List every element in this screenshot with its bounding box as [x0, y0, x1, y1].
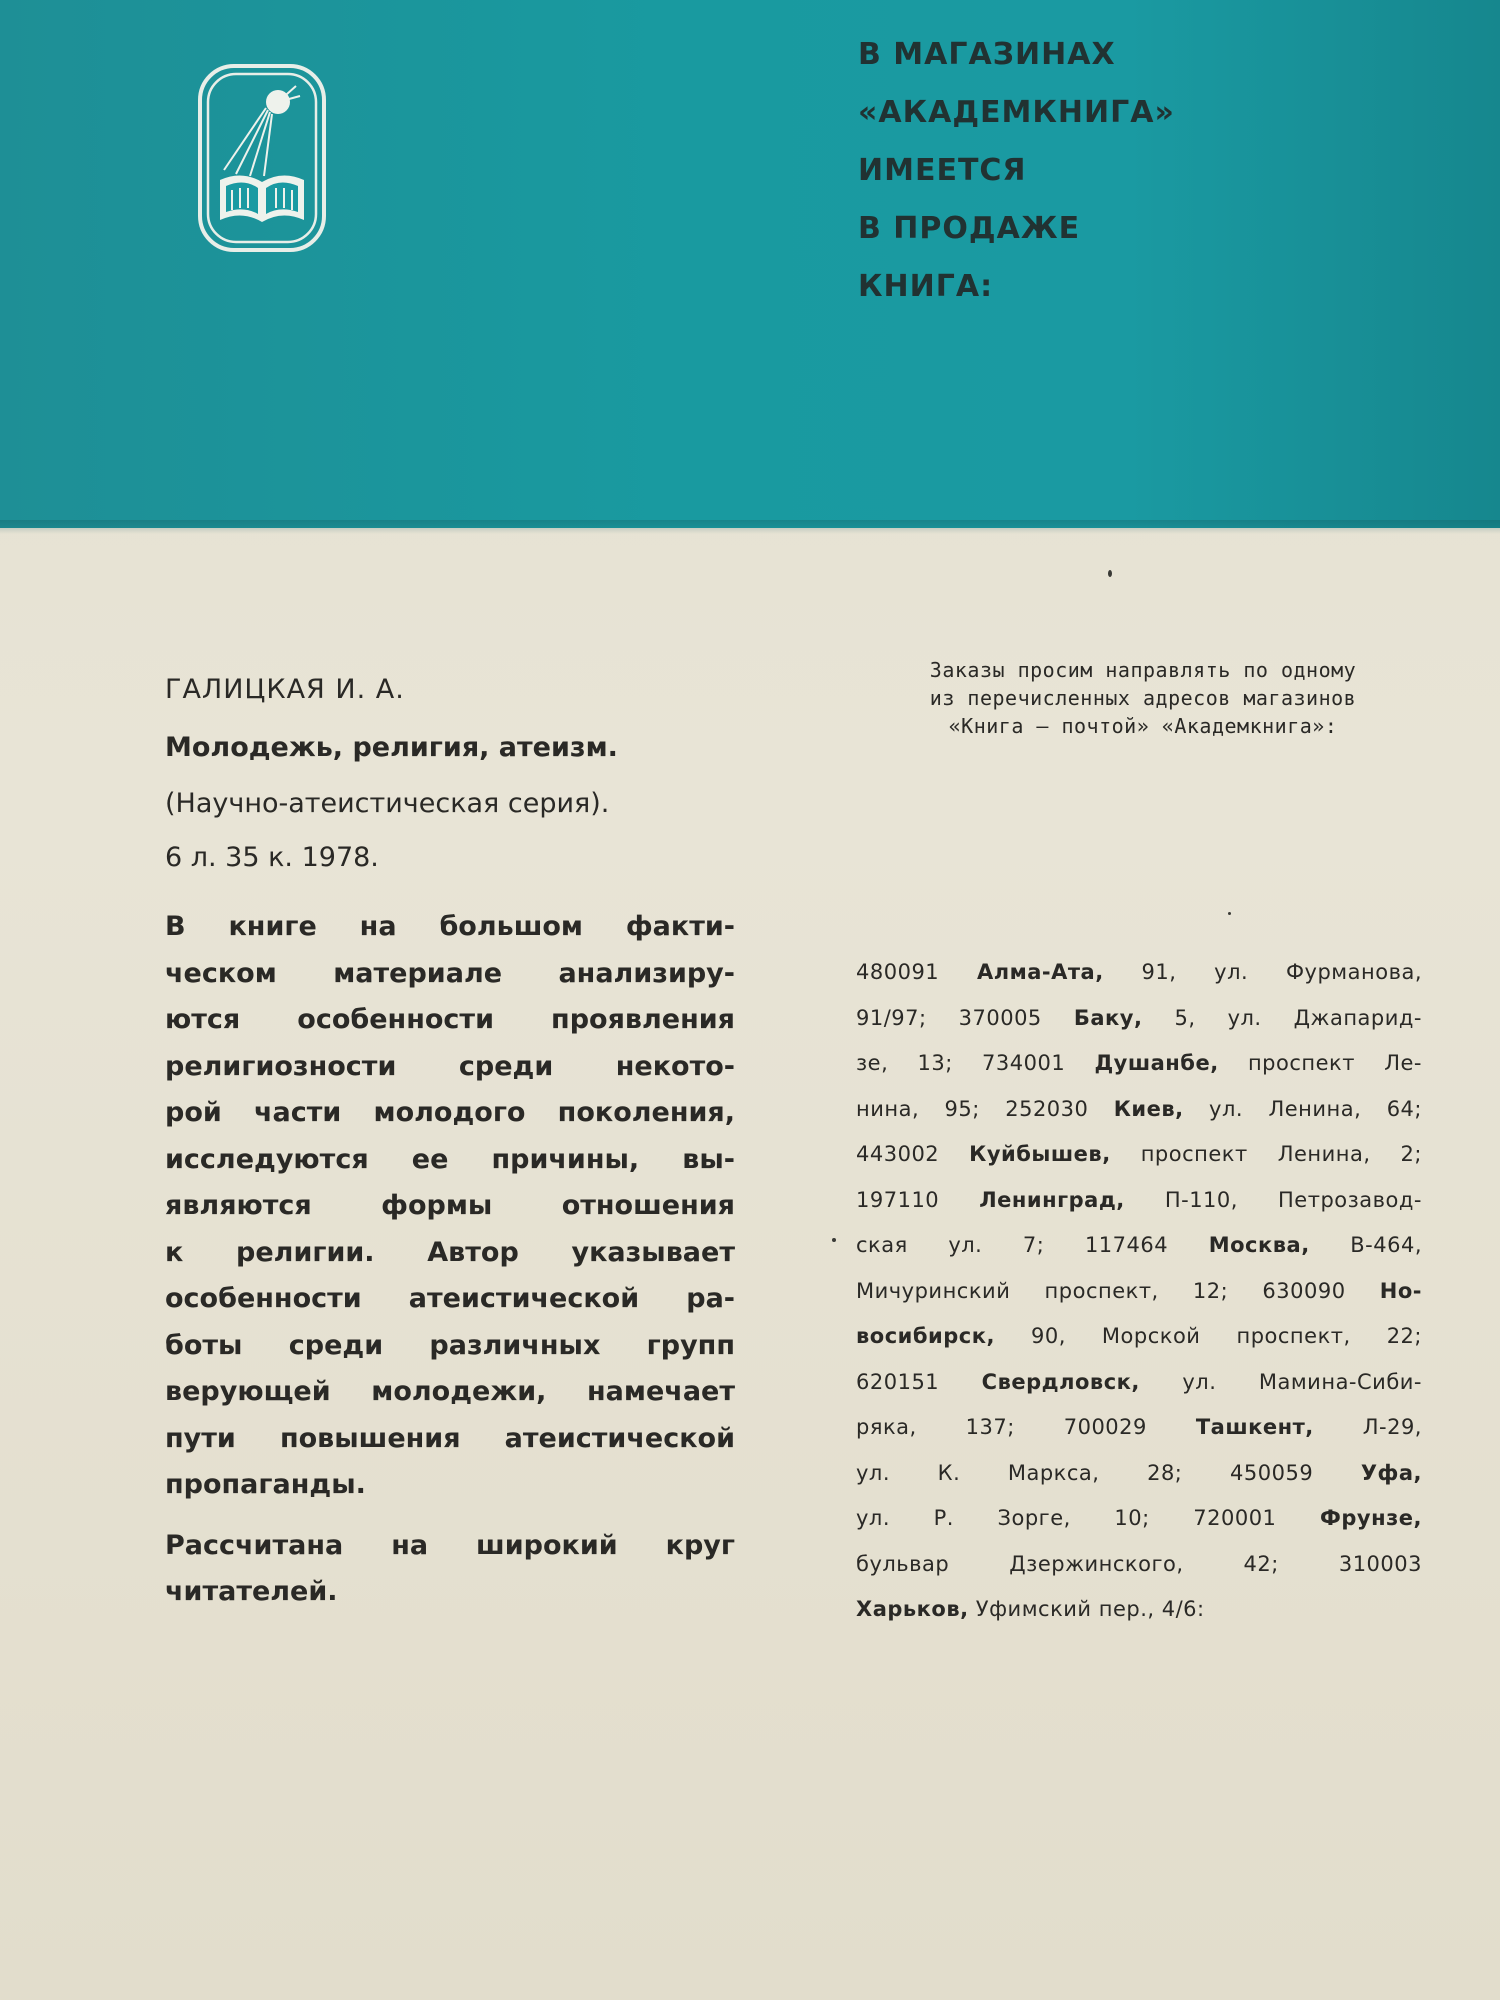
address-line	[856, 1178, 1422, 1224]
address-line	[856, 1269, 1422, 1315]
book-annotation	[165, 904, 735, 1509]
top-banner	[0, 0, 1500, 528]
address-text: проспект Ле-	[1218, 1051, 1422, 1075]
heading-line: КНИГА:	[858, 269, 994, 304]
heading-line: В ПРОДАЖЕ	[858, 211, 1081, 246]
book-sputnik-emblem-icon	[196, 62, 328, 254]
print-speck	[832, 1238, 836, 1242]
address-text: 620151	[856, 1369, 982, 1394]
address-line	[856, 1041, 1422, 1087]
heading-line: В МАГАЗИНАХ	[858, 37, 1116, 72]
city-name: Куйбышев,	[969, 1142, 1111, 1166]
city-name: Фрунзе,	[1320, 1506, 1422, 1530]
store-addresses	[856, 950, 1422, 1633]
annotation-line: верующей молодежи, намечает	[165, 1376, 735, 1407]
heading-line: «АКАДЕМКНИГА»	[858, 95, 1175, 130]
orders-section	[856, 656, 1430, 740]
book-series: (Научно-атеистическая серия).	[165, 788, 610, 819]
address-text: 443002	[856, 1142, 970, 1166]
address-text: 90, Морской проспект, 22;	[994, 1324, 1422, 1348]
city-name: восибирск,	[856, 1324, 995, 1348]
address-text: бульвар Дзержинского, 42; 310003	[856, 1551, 1422, 1576]
city-name: Алма-Ата,	[976, 960, 1104, 984]
address-line	[856, 1587, 1422, 1633]
readers-line: читателей.	[165, 1575, 338, 1607]
book-price: 6 л. 35 к. 1978.	[165, 842, 379, 873]
address-text: Мичуринский проспект, 12; 630090	[856, 1278, 1380, 1303]
orders-intro-line: из перечисленных адресов магазинов	[929, 686, 1357, 710]
address-text: Уфимский пер., 4/6:	[968, 1597, 1205, 1621]
city-name: Но-	[1379, 1278, 1422, 1303]
annotation-line: ческом материале анализиру-	[165, 957, 735, 989]
annotation-line: боты среди различных групп	[165, 1329, 735, 1361]
banner-edge	[0, 520, 1500, 534]
stores-heading	[858, 26, 1418, 316]
city-name: Свердловск,	[981, 1369, 1140, 1394]
orders-intro-line: Заказы просим направлять по одному	[929, 658, 1357, 682]
address-line	[856, 1087, 1422, 1133]
address-line	[856, 1496, 1422, 1542]
address-line	[856, 1360, 1422, 1406]
city-name: Уфа,	[1360, 1460, 1422, 1485]
address-text: П-110, Петрозавод-	[1124, 1187, 1422, 1212]
city-name: Москва,	[1208, 1233, 1310, 1257]
annotation-line: к религии. Автор указывает	[165, 1236, 735, 1268]
address-text: проспект Ленина, 2;	[1110, 1142, 1422, 1166]
readers-line: Рассчитана на широкий круг	[165, 1529, 735, 1561]
address-text: Л-29,	[1313, 1415, 1422, 1439]
city-name: Ленинград,	[979, 1187, 1125, 1212]
annotation-line: особенности атеистической ра-	[165, 1283, 735, 1314]
annotation-line: исследуются ее причины, вы-	[165, 1143, 735, 1175]
address-text: 197110	[856, 1187, 980, 1212]
address-line	[856, 1542, 1422, 1588]
address-text: 5, ул. Джапарид-	[1142, 1005, 1422, 1030]
book-description	[165, 670, 735, 1615]
address-line	[856, 1314, 1422, 1360]
address-text: ская ул. 7; 117464	[856, 1233, 1209, 1257]
orders-intro	[856, 656, 1430, 740]
address-text: ул. Р. Зорге, 10; 720001	[856, 1506, 1321, 1530]
city-name: Баку,	[1073, 1005, 1143, 1030]
address-text: ул. Ленина, 64;	[1183, 1096, 1422, 1121]
city-name: Душанбе,	[1094, 1051, 1219, 1075]
heading-line: ИМЕЕТСЯ	[858, 153, 1027, 188]
address-text: 480091	[856, 960, 977, 984]
address-text: В-464,	[1309, 1233, 1422, 1257]
address-text: 91, ул. Фурманова,	[1103, 960, 1423, 984]
address-text: ул. Мамина-Сиби-	[1139, 1369, 1422, 1394]
address-line	[856, 1223, 1422, 1269]
annotation-line: религиозности среди некото-	[165, 1050, 735, 1082]
address-text: нина, 95; 252030	[856, 1096, 1114, 1121]
annotation-line: В книге на большом факти-	[165, 911, 735, 942]
print-speck	[1228, 912, 1231, 915]
address-line	[856, 996, 1422, 1042]
book-title: Молодежь, религия, атеизм.	[165, 732, 618, 763]
address-line	[856, 950, 1422, 996]
address-line	[856, 1132, 1422, 1178]
address-text: 91/97; 370005	[856, 1005, 1074, 1030]
city-name: Ташкент,	[1195, 1415, 1314, 1439]
annotation-line: рой части молодого поколения,	[165, 1097, 735, 1128]
book-author: ГАЛИЦКАЯ И. А.	[165, 674, 405, 705]
address-text: ряка, 137; 700029	[856, 1415, 1196, 1439]
print-speck	[1108, 570, 1112, 577]
city-name: Киев,	[1113, 1096, 1184, 1121]
orders-intro-line: «Книга — почтой» «Академкнига»:	[948, 714, 1338, 738]
address-line	[856, 1451, 1422, 1497]
address-line	[856, 1405, 1422, 1451]
annotation-line: пути повышения атеистической	[165, 1422, 735, 1454]
address-text: зе, 13; 734001	[856, 1051, 1095, 1075]
annotation-line: пропаганды.	[165, 1469, 366, 1500]
city-name: Харьков,	[856, 1597, 969, 1621]
address-text: ул. К. Маркса, 28; 450059	[856, 1460, 1361, 1485]
annotation-line: ются особенности проявления	[165, 1004, 735, 1035]
target-readers	[165, 1523, 735, 1615]
annotation-line: являются формы отношения	[165, 1190, 735, 1221]
